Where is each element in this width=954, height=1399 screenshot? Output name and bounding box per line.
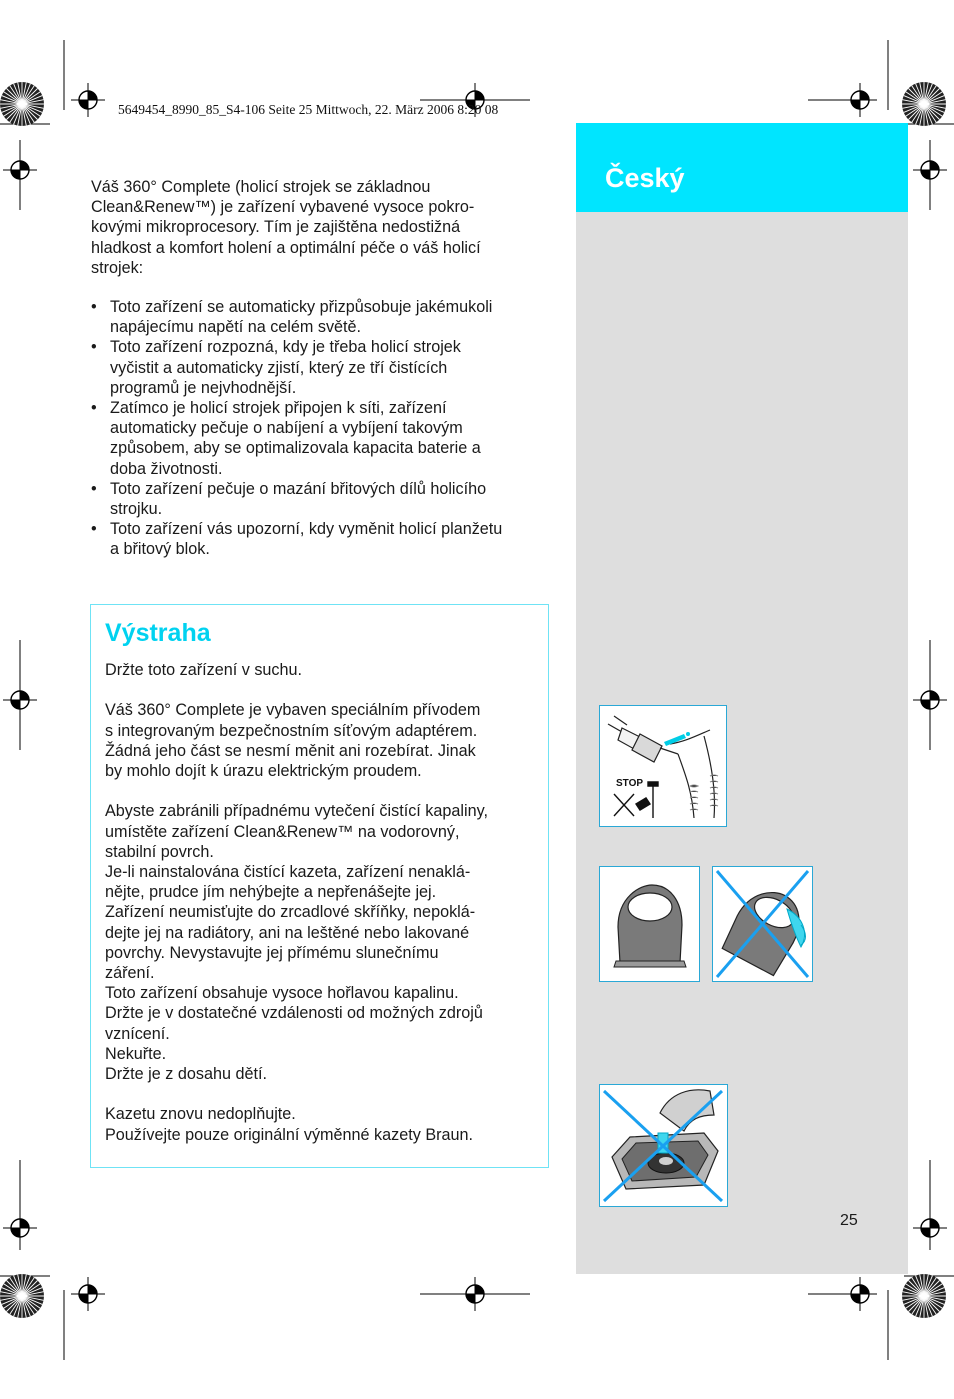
cartridge-refill-illustration [600, 1085, 727, 1206]
print-header: 5649454_8990_85_S4-106 Seite 25 Mittwoch, 22. März 2006 8:20 08 [118, 102, 499, 117]
warning-line: s integrovaným bezpečnostním síťovým adaptérem. [105, 721, 478, 740]
power-adapter-illustration [600, 706, 726, 826]
list-item-line: • Zatímco je holicí strojek připojen k síti, zařízení [110, 399, 447, 418]
base-tilted-illustration [713, 867, 812, 981]
list-item-line: • Toto zařízení pečuje o mazání břitových dílů holicího [110, 479, 487, 498]
list-item [91, 337, 561, 398]
warning-line: by mohlo dojít k úrazu elektrickým proudem. [105, 762, 422, 780]
figure-base-tilted-crossed [712, 866, 813, 982]
list-item-line: • Toto zařízení se automaticky přizpůsobuje jakémukoli [110, 298, 493, 316]
warning-line: stabilní povrch. [105, 842, 214, 861]
warning-line: vznícení. [105, 1024, 170, 1043]
warning-line: dejte jej na radiátory, ani na leštěné nebo lakované [105, 923, 470, 942]
list-item-line: vyčistit a automaticky zjistí, který ze tří čistících [110, 358, 448, 377]
warning-line: Žádná jeho část se nesmí měnit ani rozebírat. Jinak [105, 741, 476, 760]
warning-line: Používejte pouze originální výměnné kazety Braun. [105, 1125, 474, 1144]
warning-line: Abyste zabránili případnému vytečení čistící kapaliny, [105, 802, 488, 821]
warning-title: Výstraha [105, 619, 211, 647]
warning-line: Je-li nainstalována čistící kazeta, zařízení nenaklá- [105, 863, 471, 881]
list-item-line: doba životnosti. [110, 459, 223, 478]
language-title: Český [605, 163, 685, 193]
intro-line: Váš 360° Complete (holicí strojek se základnou [91, 178, 431, 196]
warning-line: Držte je z dosahu dětí. [105, 1065, 267, 1084]
warning-line: povrchy. Nevystavujte jej přímému slunečnímu [105, 943, 439, 962]
page-number: 25 [840, 1212, 858, 1229]
list-item [91, 297, 561, 337]
warning-box [90, 604, 549, 1168]
list-item-line: programů je nejvhodnější. [110, 378, 297, 397]
list-item [91, 398, 561, 479]
list-item-line: a břitový blok. [110, 540, 210, 559]
list-item-line: automaticky pečuje o nabíjení a vybíjení takovým [110, 419, 463, 438]
warning-line: nějte, prudce jím nehýbejte a nepřenášejte jej. [105, 883, 437, 902]
warning-line: Držte toto zařízení v suchu. [105, 661, 303, 679]
intro-line: strojek: [91, 258, 144, 277]
base-upright-illustration [600, 867, 699, 981]
figure-base-upright [599, 866, 700, 982]
intro-paragraph [91, 177, 551, 278]
list-item-line: způsobem, aby se optimalizovala kapacita baterie a [110, 439, 481, 458]
warning-line: Váš 360° Complete je vybaven speciálním přívodem [105, 701, 481, 720]
warning-line: Držte je v dostatečné vzdálenosti od možných zdrojů [105, 1004, 483, 1023]
warning-line: Toto zařízení obsahuje vysoce hořlavou kapalinu. [105, 984, 459, 1003]
warning-line: Nekuřte. [105, 1044, 167, 1063]
intro-line: Clean&Renew™) je zařízení vybavené vysoce pokro- [91, 198, 475, 217]
intro-line: kovými mikroprocesory. Tím je zajištěna nedostižná [91, 218, 461, 237]
feature-list [91, 297, 561, 560]
stop-label: STOP [616, 778, 644, 789]
list-item-line: napájecímu napětí na celém světě. [110, 318, 362, 337]
figure-no-refill-crossed [599, 1084, 728, 1207]
list-item-line: strojku. [110, 500, 163, 519]
intro-line: hladkost a komfort holení a optimální péče o váš holicí [91, 238, 481, 257]
list-item-line: • Toto zařízení rozpozná, kdy je třeba holicí strojek [110, 338, 461, 357]
language-bar [576, 123, 908, 212]
list-item-line: • Toto zařízení vás upozorní, kdy vyměnit holicí planžetu [110, 520, 503, 539]
warning-line: Zařízení neumisťujte do zrcadlové skříňky, nepoklá- [105, 903, 476, 922]
warning-body [105, 660, 537, 1145]
warning-line: Kazetu znovu nedoplňujte. [105, 1105, 296, 1124]
figure-power-adapter [599, 705, 727, 827]
warning-line: záření. [105, 964, 155, 983]
warning-line: umístěte zařízení Clean&Renew™ na vodorovný, [105, 822, 460, 841]
list-item [91, 519, 561, 559]
list-item [91, 479, 561, 519]
